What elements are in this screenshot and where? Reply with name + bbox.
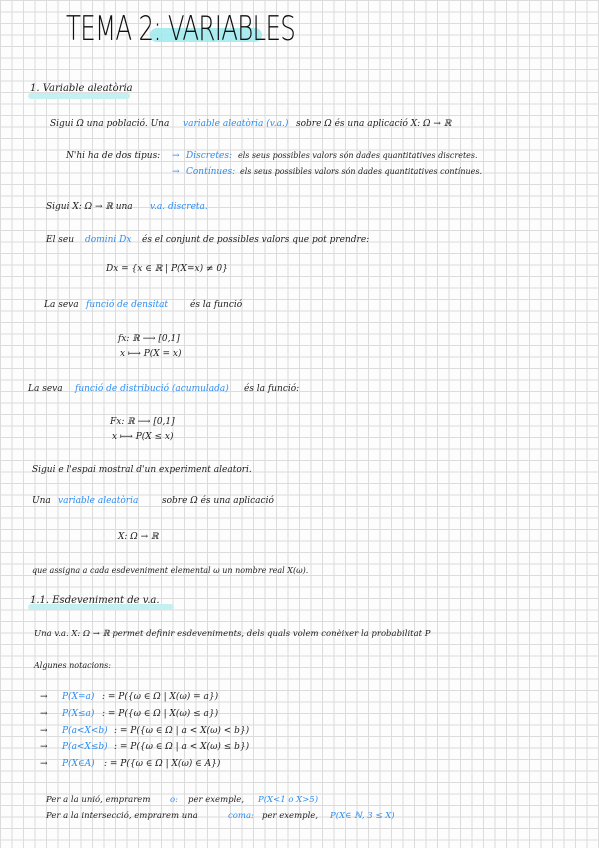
notation-def: : = P({ω ∈ Ω | a < X(ω) < b}) — [114, 726, 250, 736]
text-line: Algunes notacions: — [34, 661, 111, 670]
text-line: N'hi ha de dos tipus: — [66, 151, 161, 161]
arrow-icon: → — [40, 726, 48, 736]
notation-term: P(X=a) — [62, 692, 95, 702]
text-line: Sigui X: Ω → ℝ una — [46, 202, 133, 212]
text-line: sobre Ω és una aplicació — [162, 496, 274, 506]
arrow-icon: → — [40, 742, 48, 752]
arrow-icon: → — [40, 759, 48, 769]
page-title: TEMA 2: VARIABLES — [66, 9, 296, 49]
notation-term: P(X∈A) — [62, 759, 95, 769]
text-line: Per a la intersecció, emprarem una — [46, 811, 198, 821]
text-line: Per a la unió, emprarem — [46, 795, 151, 805]
text-line: és la funció — [190, 300, 243, 310]
arrow-icon: → — [172, 151, 180, 161]
text-line: La seva — [28, 384, 63, 394]
formula-distribucio-def: x ⟼ P(X ≤ x) — [112, 432, 174, 442]
notation-def: : = P({ω ∈ Ω | X(ω) = a}) — [102, 692, 219, 702]
term-va-discreta: v.a. discreta. — [150, 202, 208, 212]
text-line: per exemple, — [188, 795, 245, 805]
arrow-icon: → — [172, 167, 180, 177]
term-variable-aleatoria-2: variable aleatòria — [58, 496, 139, 506]
term-o: o: — [170, 795, 178, 805]
term-coma: coma: — [228, 811, 254, 821]
formula-densitat-def: x ⟼ P(X = x) — [120, 349, 182, 359]
term-variable-aleatoria: variable aleatòria (v.a.) — [183, 119, 289, 129]
text-line: Una — [32, 496, 51, 506]
formula-domini: Dx = {x ∈ ℝ | P(X=x) ≠ 0} — [106, 264, 228, 274]
arrow-icon: → — [40, 692, 48, 702]
notation-term: P(X≤a) — [62, 709, 95, 719]
arrow-icon: → — [40, 709, 48, 719]
text-line: sobre Ω és una aplicació X: Ω → ℝ — [296, 119, 452, 129]
term-funcio-distribucio: funció de distribució (acumulada) — [75, 384, 229, 394]
text-line: els seus possibles valors són dades quantitatives discretes. — [238, 151, 478, 160]
notation-def: : = P({ω ∈ Ω | X(ω) ≤ a}) — [102, 709, 219, 719]
text-line: Sigui Ω una població. Una — [50, 119, 170, 129]
notation-term: P(a<X≤b) — [62, 742, 108, 752]
example-intersection: P(X∈ ℕ, 3 ≤ X) — [330, 811, 395, 821]
text-line: Sigui e l'espai mostral d'un experiment aleatori. — [32, 465, 252, 475]
term-funcio-densitat: funció de densitat — [86, 300, 169, 310]
text-line: La seva — [44, 300, 79, 310]
example-union: P(X<1 o X>5) — [258, 795, 319, 805]
formula-densitat-map: fx: ℝ ⟶ [0,1] — [118, 334, 180, 344]
text-line: Una v.a. X: Ω → ℝ permet definir esdeveniments, dels quals volem conèixer la probabilitat P — [34, 629, 431, 639]
formula-distribucio-map: Fx: ℝ ⟶ [0,1] — [110, 417, 175, 427]
term-continues: Contínues: — [186, 167, 236, 177]
text-line: El seu — [46, 235, 75, 245]
text-line: és el conjunt de possibles valors que pot prendre: — [142, 235, 370, 245]
notation-def: : = P({ω ∈ Ω | a < X(ω) ≤ b}) — [114, 742, 250, 752]
formula-aplicacio: X: Ω → ℝ — [118, 532, 159, 542]
text-line: és la funció: — [244, 384, 300, 394]
notation-term: P(a<X<b) — [62, 726, 108, 736]
term-domini: domini Dx — [85, 235, 132, 245]
text-line: els seus possibles valors són dades quantitatives contínues. — [240, 167, 483, 176]
text-line: que assigna a cada esdeveniment elemental ω un nombre real X(ω). — [32, 566, 309, 575]
text-line: per exemple, — [262, 811, 319, 821]
term-discretes: Discretes: — [186, 151, 232, 161]
section-heading-esdeveniment: 1.1. Esdeveniment de v.a. — [30, 595, 160, 606]
notation-def: : = P({ω ∈ Ω | X(ω) ∈ A}) — [104, 759, 221, 769]
section-heading-variable-aleatoria: 1. Variable aleatòria — [30, 83, 133, 94]
